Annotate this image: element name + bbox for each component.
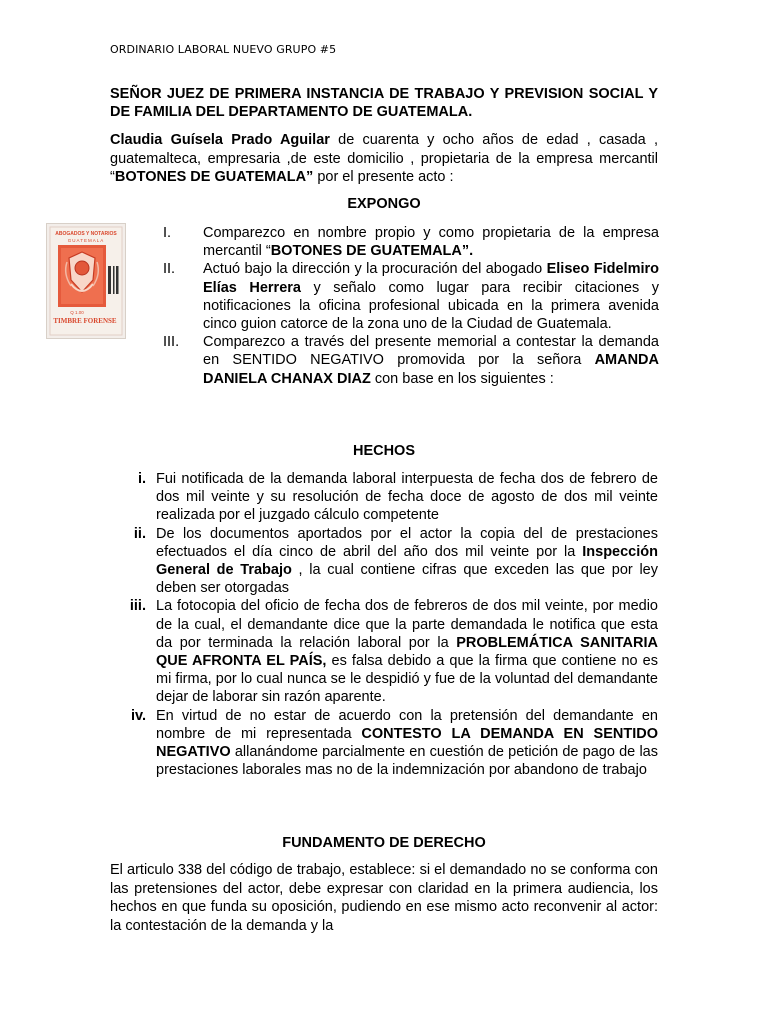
case-header: ORDINARIO LABORAL NUEVO GRUPO #5 <box>110 43 337 56</box>
intro-paragraph <box>110 131 658 187</box>
fundamento-paragraph: El articulo 338 del código de trabajo, establece: si el demandado no se conforma con las pretensiones del actor, debe expresar con claridad en la primera audiencia, los hechos en que funda su oposición, pudiendo en ese mismo acto reconvenir al actor: la contestación de la demanda y la <box>110 862 658 934</box>
intro-text-2: por el presente acto : <box>313 169 454 185</box>
stamp-top-text: ABOGADOS Y NOTARIOS <box>55 231 117 237</box>
item-number: i. <box>137 471 146 487</box>
item-text: Actuó bajo la dirección y la procuración del abogado <box>203 261 547 278</box>
item-number: ii. <box>133 525 146 542</box>
item-number: III. <box>163 334 180 351</box>
expongo-list <box>163 224 659 388</box>
item-number: II. <box>163 261 176 278</box>
item-text: Comparezco en nombre propio y como propietaria de la empresa mercantil “ <box>203 225 659 260</box>
item-text-end: y señalo como lugar para recibir citaciones y notificaciones la oficina profesional ubicada en la primera avenida cinco guion catorce de la zona uno de la Ciudad de Guatemala. <box>203 279 659 333</box>
hechos-heading: HECHOS <box>352 443 416 459</box>
item-text: Comparezco a través del presente memorial a contestar la demanda en SENTIDO NEGATIVO promovida por la señora <box>203 334 659 369</box>
stamp-graphic <box>47 224 125 338</box>
item-text: En virtud de no estar de acuerdo con la pretensión del demandante en nombre de mi representada <box>156 707 658 742</box>
item-text-end: , la cual contiene cifras que exceden las que por ley deben ser otorgadas <box>156 562 658 597</box>
stamp-value-text: Q 1.00 <box>70 310 84 315</box>
item-text: Fui notificada de la demanda laboral interpuesta de fecha dos de febrero de dos mil veinte y su resolución de fecha doce de agosto de dos mil veinte realizada por el juzgado cálculo competente <box>156 471 658 524</box>
item-text-end: allanándome parcialmente en cuestión de petición de pago de las prestaciones laborales mas no de la indemnización por abandono de trabajo <box>156 744 658 779</box>
intro-text-1: de cuarenta y ocho años de edad , casada , guatemalteca, empresaria ,de este domicilio , propietaria de la empresa mercantil “ <box>110 132 658 185</box>
item-bold-text: BOTONES DE GUATEMALA”. <box>270 243 474 260</box>
item-bold-text: Eliseo Fidelmiro Elías Herrera <box>203 261 659 296</box>
stamp-sub-text: GUATEMALA <box>67 238 105 243</box>
stamp-bottom-text: TIMBRE FORENSE <box>53 317 117 325</box>
list-item <box>163 260 659 333</box>
item-bold-text: AMANDA DANIELA CHANAX DIAZ <box>203 352 659 387</box>
item-number: iii. <box>129 598 146 615</box>
list-item <box>110 707 658 780</box>
list-item <box>110 470 658 525</box>
item-text: De los documentos aportados por el actor la copia del de prestaciones efectuados el día cinco de abril del año dos mil veinte por la <box>156 525 658 560</box>
item-bold-text: PROBLEMÁTICA SANITARIA QUE AFRONTA EL PAÍS, <box>156 634 658 670</box>
expongo-heading: EXPONGO <box>347 196 421 212</box>
hechos-list <box>110 470 658 779</box>
list-item <box>163 224 659 260</box>
item-text-end: con base en los siguientes : <box>370 370 554 387</box>
list-item <box>110 525 658 598</box>
item-number: I. <box>163 225 172 241</box>
fundamento-heading: FUNDAMENTO DE DERECHO <box>282 835 486 851</box>
list-item <box>110 597 658 706</box>
list-item <box>163 333 659 388</box>
timbre-forense-stamp <box>46 223 126 339</box>
company-name: BOTONES DE GUATEMALA” <box>114 169 314 185</box>
plaintiff-name: Claudia Guísela Prado Aguilar <box>110 132 330 148</box>
addressee-heading: SEÑOR JUEZ DE PRIMERA INSTANCIA DE TRABAJO Y PREVISION SOCIAL Y DE FAMILIA DEL DEPARTAMENTO DE GUATEMALA. <box>110 86 658 120</box>
item-bold-text: Inspección General de Trabajo <box>156 543 658 579</box>
item-number: iv. <box>130 707 146 724</box>
item-text-end: es falsa debido a que la firma que contiene no es mi firma, por lo cual nunca se le despidió y fue de la voluntad del demandante dejar de laborar sin razón aparente. <box>156 653 659 706</box>
item-text: La fotocopia del oficio de fecha dos de febreros de dos mil veinte, por medio de la cual, el demandante dice que la parte demandada le notifica que esta da por terminada la relación laboral por la <box>156 598 658 651</box>
item-bold-text: CONTESTO LA DEMANDA EN SENTIDO NEGATIVO <box>156 725 658 761</box>
